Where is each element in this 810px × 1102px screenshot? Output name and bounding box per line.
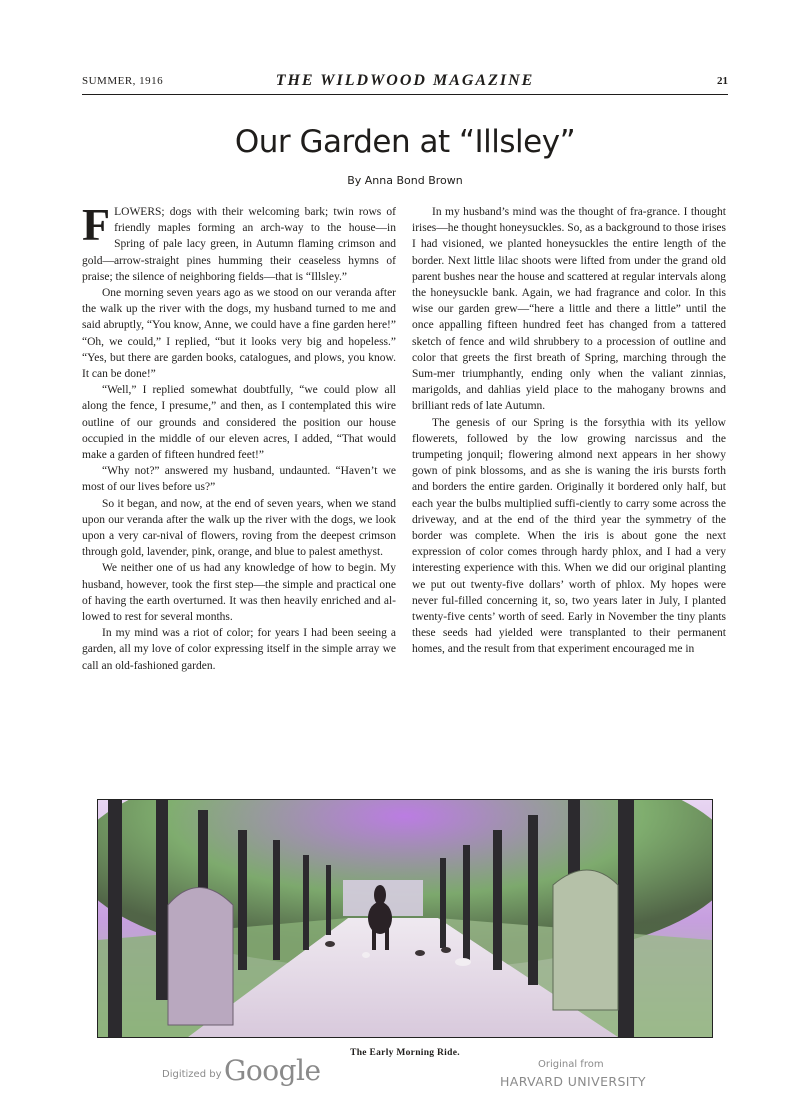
digitized-by-label: Digitized by bbox=[162, 1069, 222, 1080]
magazine-name: THE WILDWOOD MAGAZINE bbox=[275, 72, 535, 89]
drop-cap: F bbox=[82, 199, 111, 250]
issue-date: SUMMER, 1916 bbox=[82, 75, 164, 87]
running-head bbox=[82, 72, 728, 92]
paragraph: “Well,” I replied somewhat doubtfully, “we could plow all along the fence, I presume,” and then, as I contemplated this wire outline of our grounds and considered the position our house occupied in the middle of our eleven acres, I added, “That would make a garden of fifteen hundred feet!” bbox=[82, 384, 396, 462]
paragraph: We neither one of us had any knowledge of how to begin. My husband, however, took the first step—the simple and practical one of having the earth overturned. It was then heavily enriched and al-lowed to rest for several months. bbox=[82, 562, 396, 624]
article-byline: By Anna Bond Brown bbox=[347, 174, 463, 187]
institution-name: HARVARD UNIVERSITY bbox=[500, 1074, 646, 1089]
paragraph: In my mind was a riot of color; for years I had been seeing a garden, all my love of color expressing itself in the simple array we call an old-fashioned garden. bbox=[82, 627, 396, 672]
paragraph: “Why not?” answered my husband, undaunted. “Haven’t we most of our lives before us?” bbox=[82, 465, 396, 494]
paragraph-text: LOWERS; dogs with their welcoming bark; twin rows of friendly maples forming an arch-way to the house—in Spring of pale lacy green, in Autumn flaming crimson and gold—arrow-straight pines humming their ceaseless hymns of praise; the silence of neighboring fields—that is “Illsley.” bbox=[82, 206, 396, 283]
photo-caption: The Early Morning Ride. bbox=[350, 1048, 460, 1058]
left-column bbox=[82, 199, 396, 674]
article-title: Our Garden at “Illsley” bbox=[234, 124, 576, 160]
paragraph: The genesis of our Spring is the forsythia with its yellow flowerets, followed by the low growing narcissus and the trumpeting jonquil; flowering almond next appears in her showy gown of pink blossoms, and as she is waning the iris bursts forth and borders the entire garden. Originally it bordered only half, but each year the bulbs multiplied suffi-ciently to carry some across the driveway, and at the end of the third year the symmetry of the border was complete. When the iris is about gone the next expression of color comes through hardy phlox, and I had a very interesting experience with this. When we did our original planting we put out twenty-five dollars’ worth of phlox. My hopes were never ful-filled concerning it, so, two years later in July, I planted twenty-five cents’ worth of seed. Early in November the tiny plants these seeds had yielded were transplanted to their permanent homes, and the result from that experiment encouraged me in bbox=[412, 416, 726, 656]
google-logo: Google bbox=[224, 1054, 321, 1087]
photograph-avenue-of-trees bbox=[97, 799, 713, 1038]
header-rule bbox=[82, 94, 728, 95]
page-number: 21 bbox=[717, 75, 728, 87]
photo-illustration bbox=[98, 800, 712, 1037]
paragraph bbox=[82, 199, 396, 285]
original-from-label: Original from bbox=[538, 1059, 604, 1070]
paragraph: In my husband’s mind was the thought of fra-grance. I thought irises—he thought honeysuckles. So, as a background to those irises I had visioned, we planted honeysuckles the entire length of the border. Next little lilac shoots were lifted from under the grand old parent bushes near the house and scattered at regular intervals along the honeysuckle bank. Again, we had fragrance and color. In this wise our garden grew—“here a little and there a little” until the once appalling fifteen hundred feet has changed from a tattered sketch of fence and wild shrubbery to a procession of outline and color that greets the first breath of Spring, marching through the Sum-mer triumphantly, ending only when the valiant zinnias, marigolds, and dahlias yield place to the mahogany browns and brilliant reds of late Autumn. bbox=[412, 206, 726, 413]
paragraph: So it began, and now, at the end of seven years, when we stand upon our veranda after the walk up the river with the dogs, we look upon a very car-nival of flowers, roving from the deepest crimson through gold, lavender, pink, orange, and blue to palest amethyst. bbox=[82, 497, 396, 559]
right-column bbox=[412, 204, 726, 658]
paragraph: One morning seven years ago as we stood on our veranda after the walk up the river with the dogs, my husband turned to me and said abruptly, “You know, Anne, we could have a fine garden here!” “Oh, we could,” I replied, “but it looks very big and hopeless.” “Yes, but there are garden books, catalogues, and plows, you know. It can be done!” bbox=[82, 287, 396, 381]
